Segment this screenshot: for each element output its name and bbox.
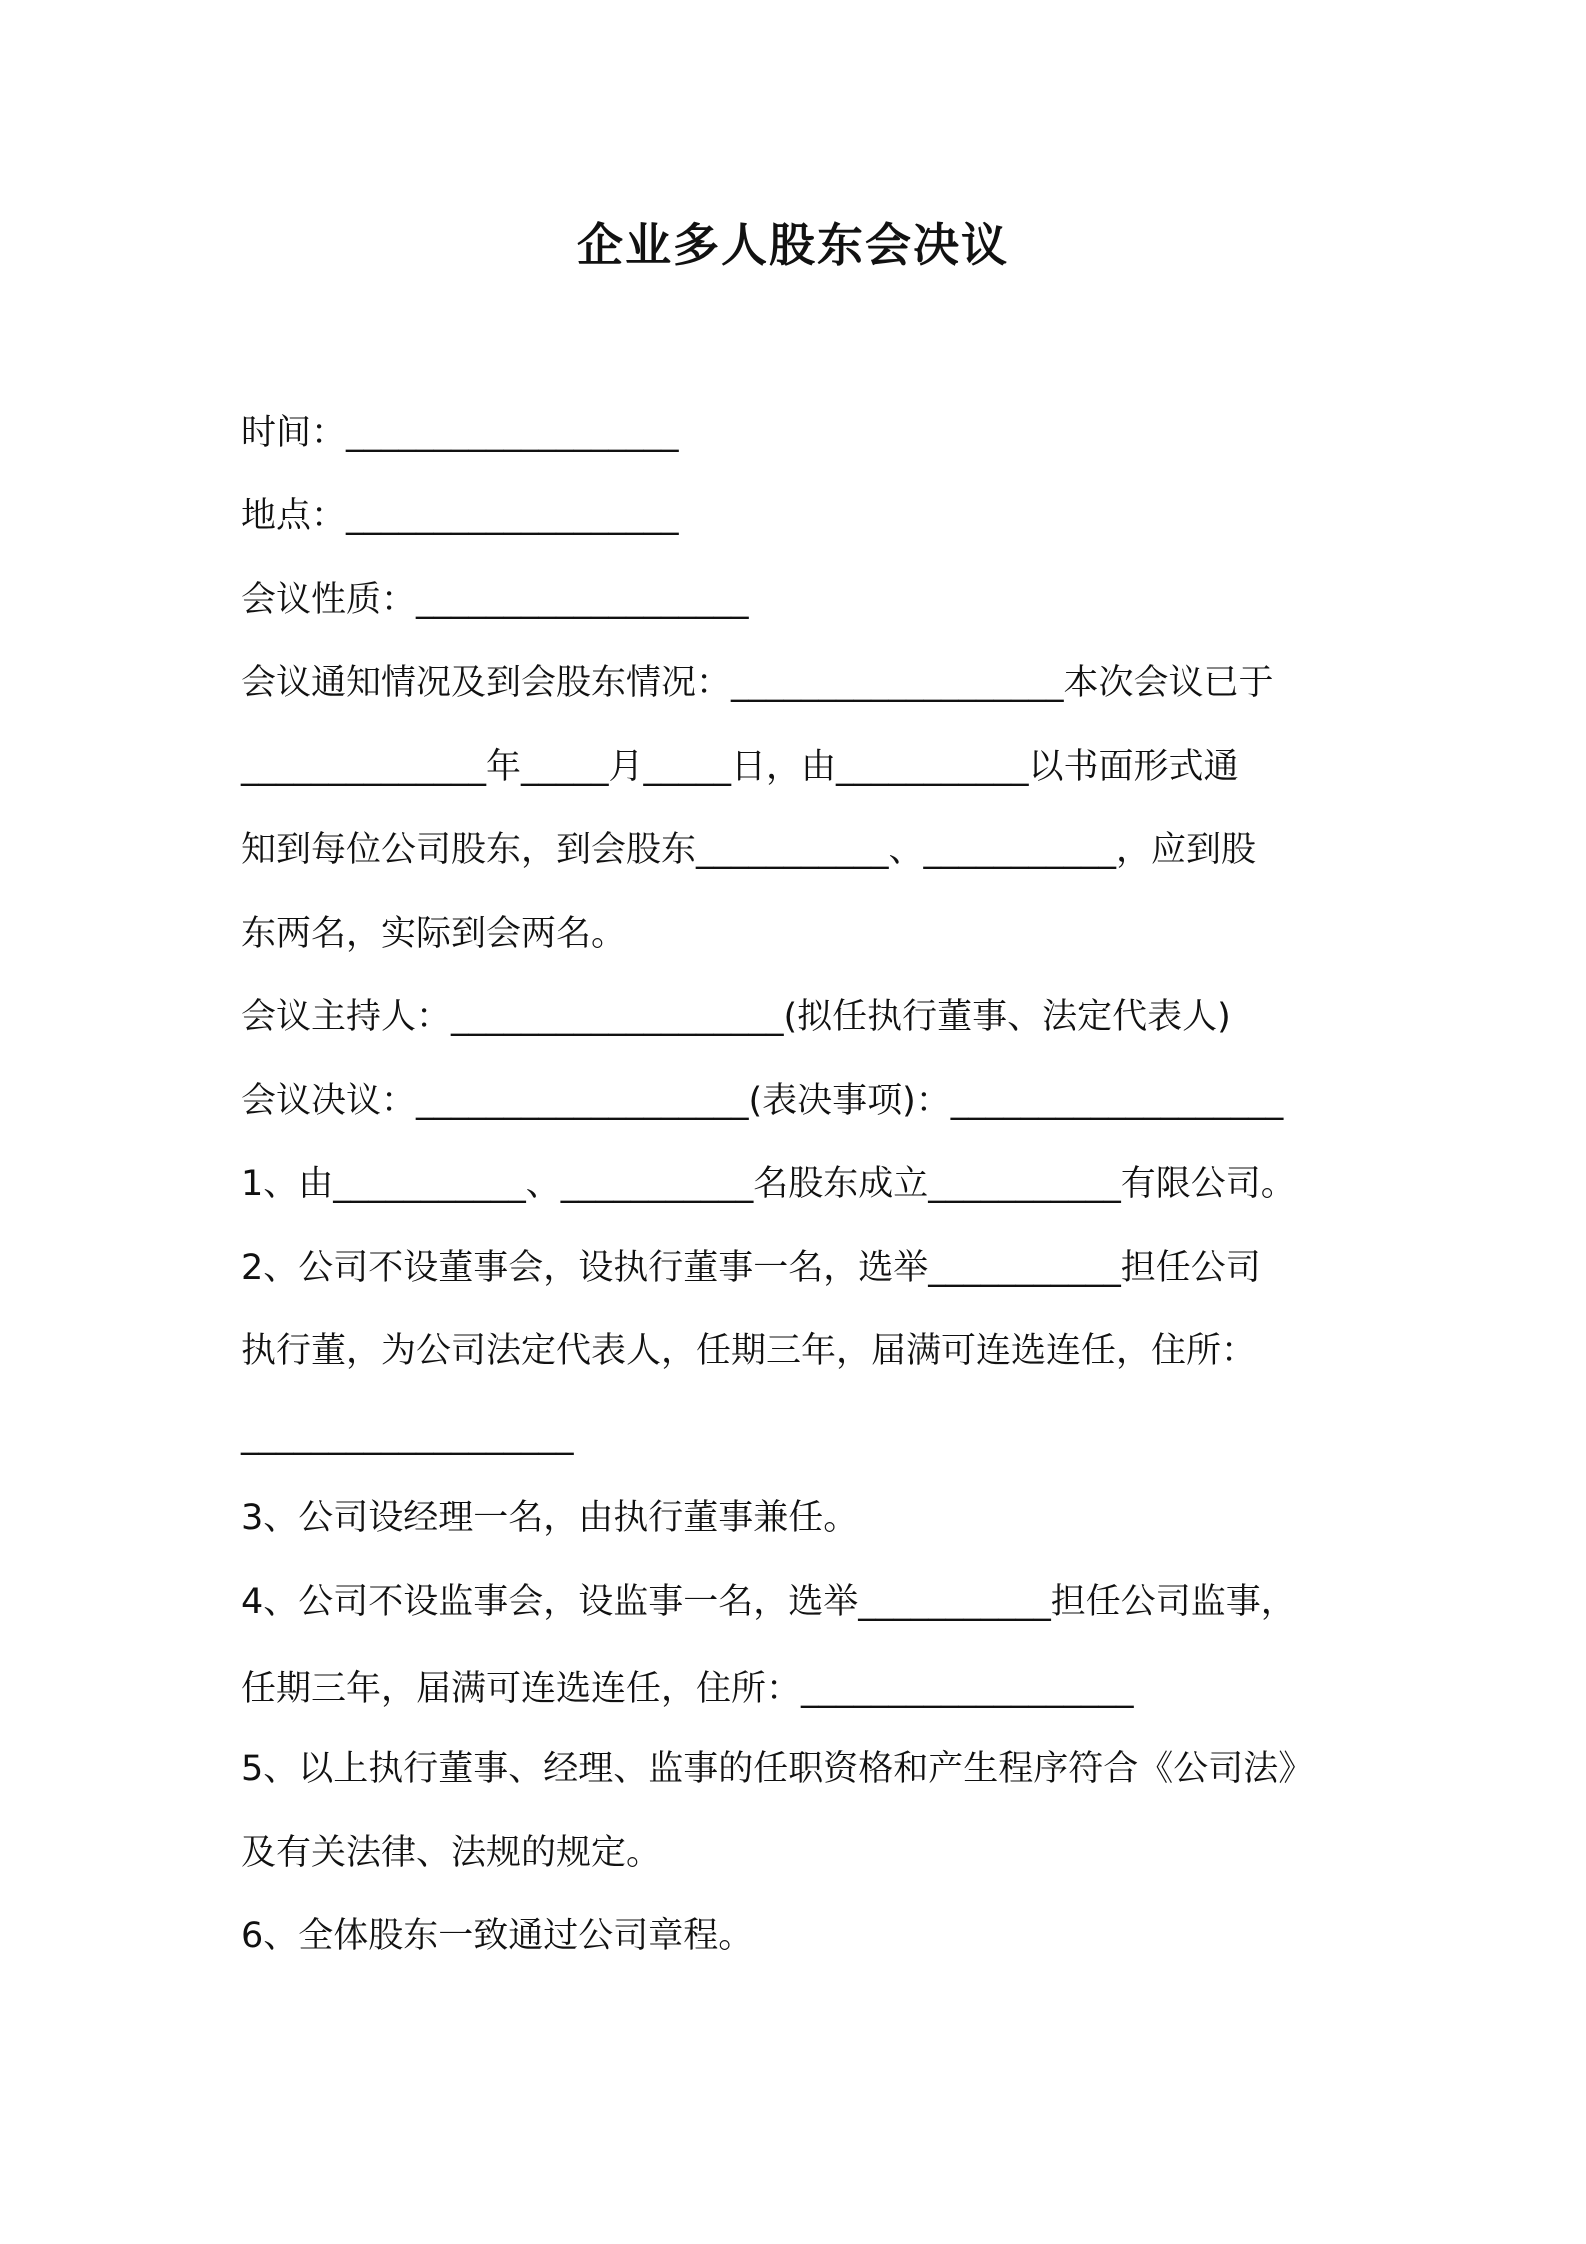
resolution-item-4: 任期三年，届满可连选连任，住所：___________________ bbox=[241, 1669, 1134, 1709]
resolution-item-3: 3、公司设经理一名，由执行董事兼任。 bbox=[241, 1498, 859, 1538]
resolution-item-5: 5、以上执行董事、经理、监事的任职资格和产生程序符合《公司法》 bbox=[241, 1749, 1314, 1789]
meeting-notice-line: 东两名，实际到会两名。 bbox=[241, 914, 627, 954]
document-title: 企业多人股东会决议 bbox=[577, 218, 1009, 272]
meeting-notice-line: 知到每位公司股东，到会股东___________、___________，应到股 bbox=[241, 830, 1257, 870]
meeting-location-line: 地点：___________________ bbox=[241, 496, 679, 536]
meeting-time-line: 时间：___________________ bbox=[241, 413, 679, 453]
meeting-nature-line: 会议性质：___________________ bbox=[241, 580, 749, 620]
resolution-item-4: 4、公司不设监事会，设监事一名，选举___________担任公司监事， bbox=[241, 1582, 1296, 1622]
resolution-item-2: ___________________ bbox=[241, 1416, 574, 1456]
resolution-item-6: 6、全体股东一致通过公司章程。 bbox=[241, 1916, 754, 1956]
meeting-notice-line: 会议通知情况及到会股东情况：___________________本次会议已于 bbox=[241, 663, 1274, 703]
meeting-resolution-line: 会议决议：___________________(表决事项)：___________________ bbox=[241, 1081, 1284, 1121]
resolution-item-1: 1、由___________、___________名股东成立___________有限公司。 bbox=[241, 1164, 1296, 1204]
meeting-notice-line: ______________年_____月_____日，由___________以书面形式通 bbox=[241, 747, 1239, 787]
resolution-item-5: 及有关法律、法规的规定。 bbox=[241, 1833, 662, 1873]
meeting-host-line: 会议主持人：___________________(拟任执行董事、法定代表人) bbox=[241, 997, 1231, 1037]
resolution-item-2: 执行董，为公司法定代表人，任期三年，届满可连选连任，住所： bbox=[241, 1331, 1257, 1371]
resolution-item-2: 2、公司不设董事会，设执行董事一名，选举___________担任公司 bbox=[241, 1248, 1261, 1288]
